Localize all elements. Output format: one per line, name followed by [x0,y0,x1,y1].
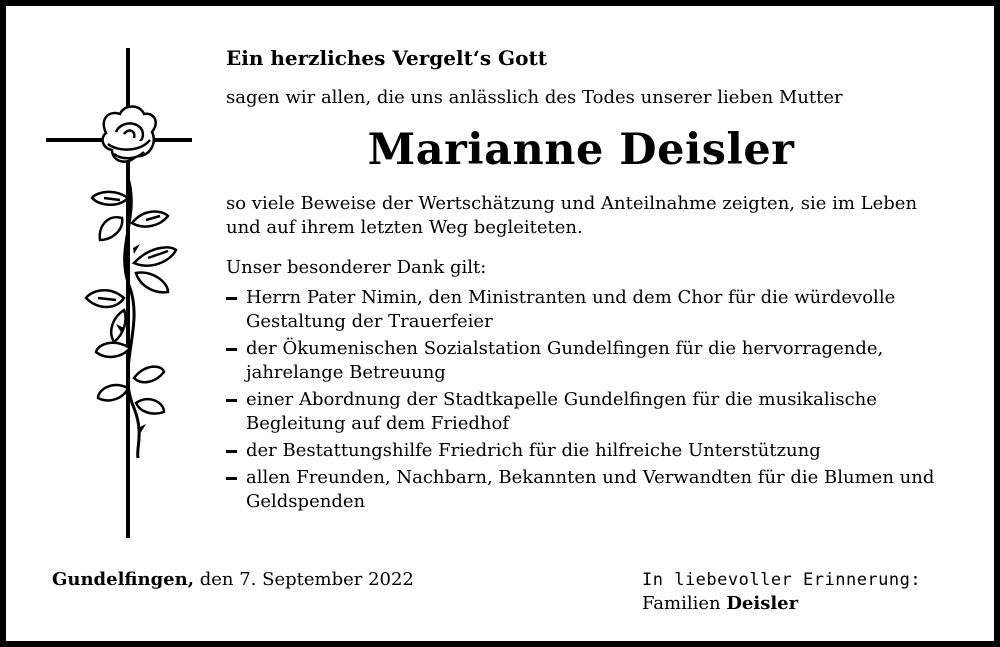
notice-content [226,44,986,517]
memory-line: In liebevoller Erinnerung: [642,570,922,590]
gratitude-paragraph: so viele Beweise der Wertschätzung und Anteilnahme zeigten, sie im Leben und auf ihrem letzten Weg begleiteten. [226,193,918,238]
list-item-text: allen Freunden, Nachbarn, Bekannten und Verwandten für die Blumen und Geldspenden [246,467,935,512]
list-item-text: der Bestattungshilfe Friedrich für die hilfreiche Unterstützung [246,440,821,461]
list-item [226,286,966,334]
dash-bullet [226,297,237,300]
list-item [226,466,966,514]
cross-with-rose-icon [44,48,194,538]
city-name: Gundelfingen, [52,569,194,590]
place-date [52,568,414,592]
family-name: Deisler [726,593,799,614]
list-item [226,337,966,385]
family-prefix: Familien [642,593,727,614]
list-item [226,439,966,463]
signature-block [642,568,921,616]
list-item-text: einer Abordnung der Stadtkapelle Gundelfingen für die musikalische Begleitung auf dem Friedhof [246,389,877,434]
list-item-text: der Ökumenischen Sozialstation Gundelfingen für die hervorragende, jahrelange Betreuung [246,338,884,383]
notice-date: den 7. September 2022 [194,569,414,590]
family-line [642,592,921,616]
dash-bullet [226,399,237,402]
dash-bullet [226,477,237,480]
deceased-name: Marianne Deisler [367,125,795,175]
list-item [226,388,966,436]
intro-text: sagen wir allen, die uns anlässlich des Todes unserer lieben Mutter [226,87,843,108]
dash-bullet [226,450,237,453]
dash-bullet [226,348,237,351]
notice-heading: Ein herzliches Vergelt‘s Gott [226,46,547,70]
list-item-text: Herrn Pater Nimin, den Ministranten und dem Chor für die würdevolle Gestaltung der Trauerfeier [246,287,896,332]
thanks-list [226,286,966,514]
thanks-intro: Unser besonderer Dank gilt: [226,257,487,278]
